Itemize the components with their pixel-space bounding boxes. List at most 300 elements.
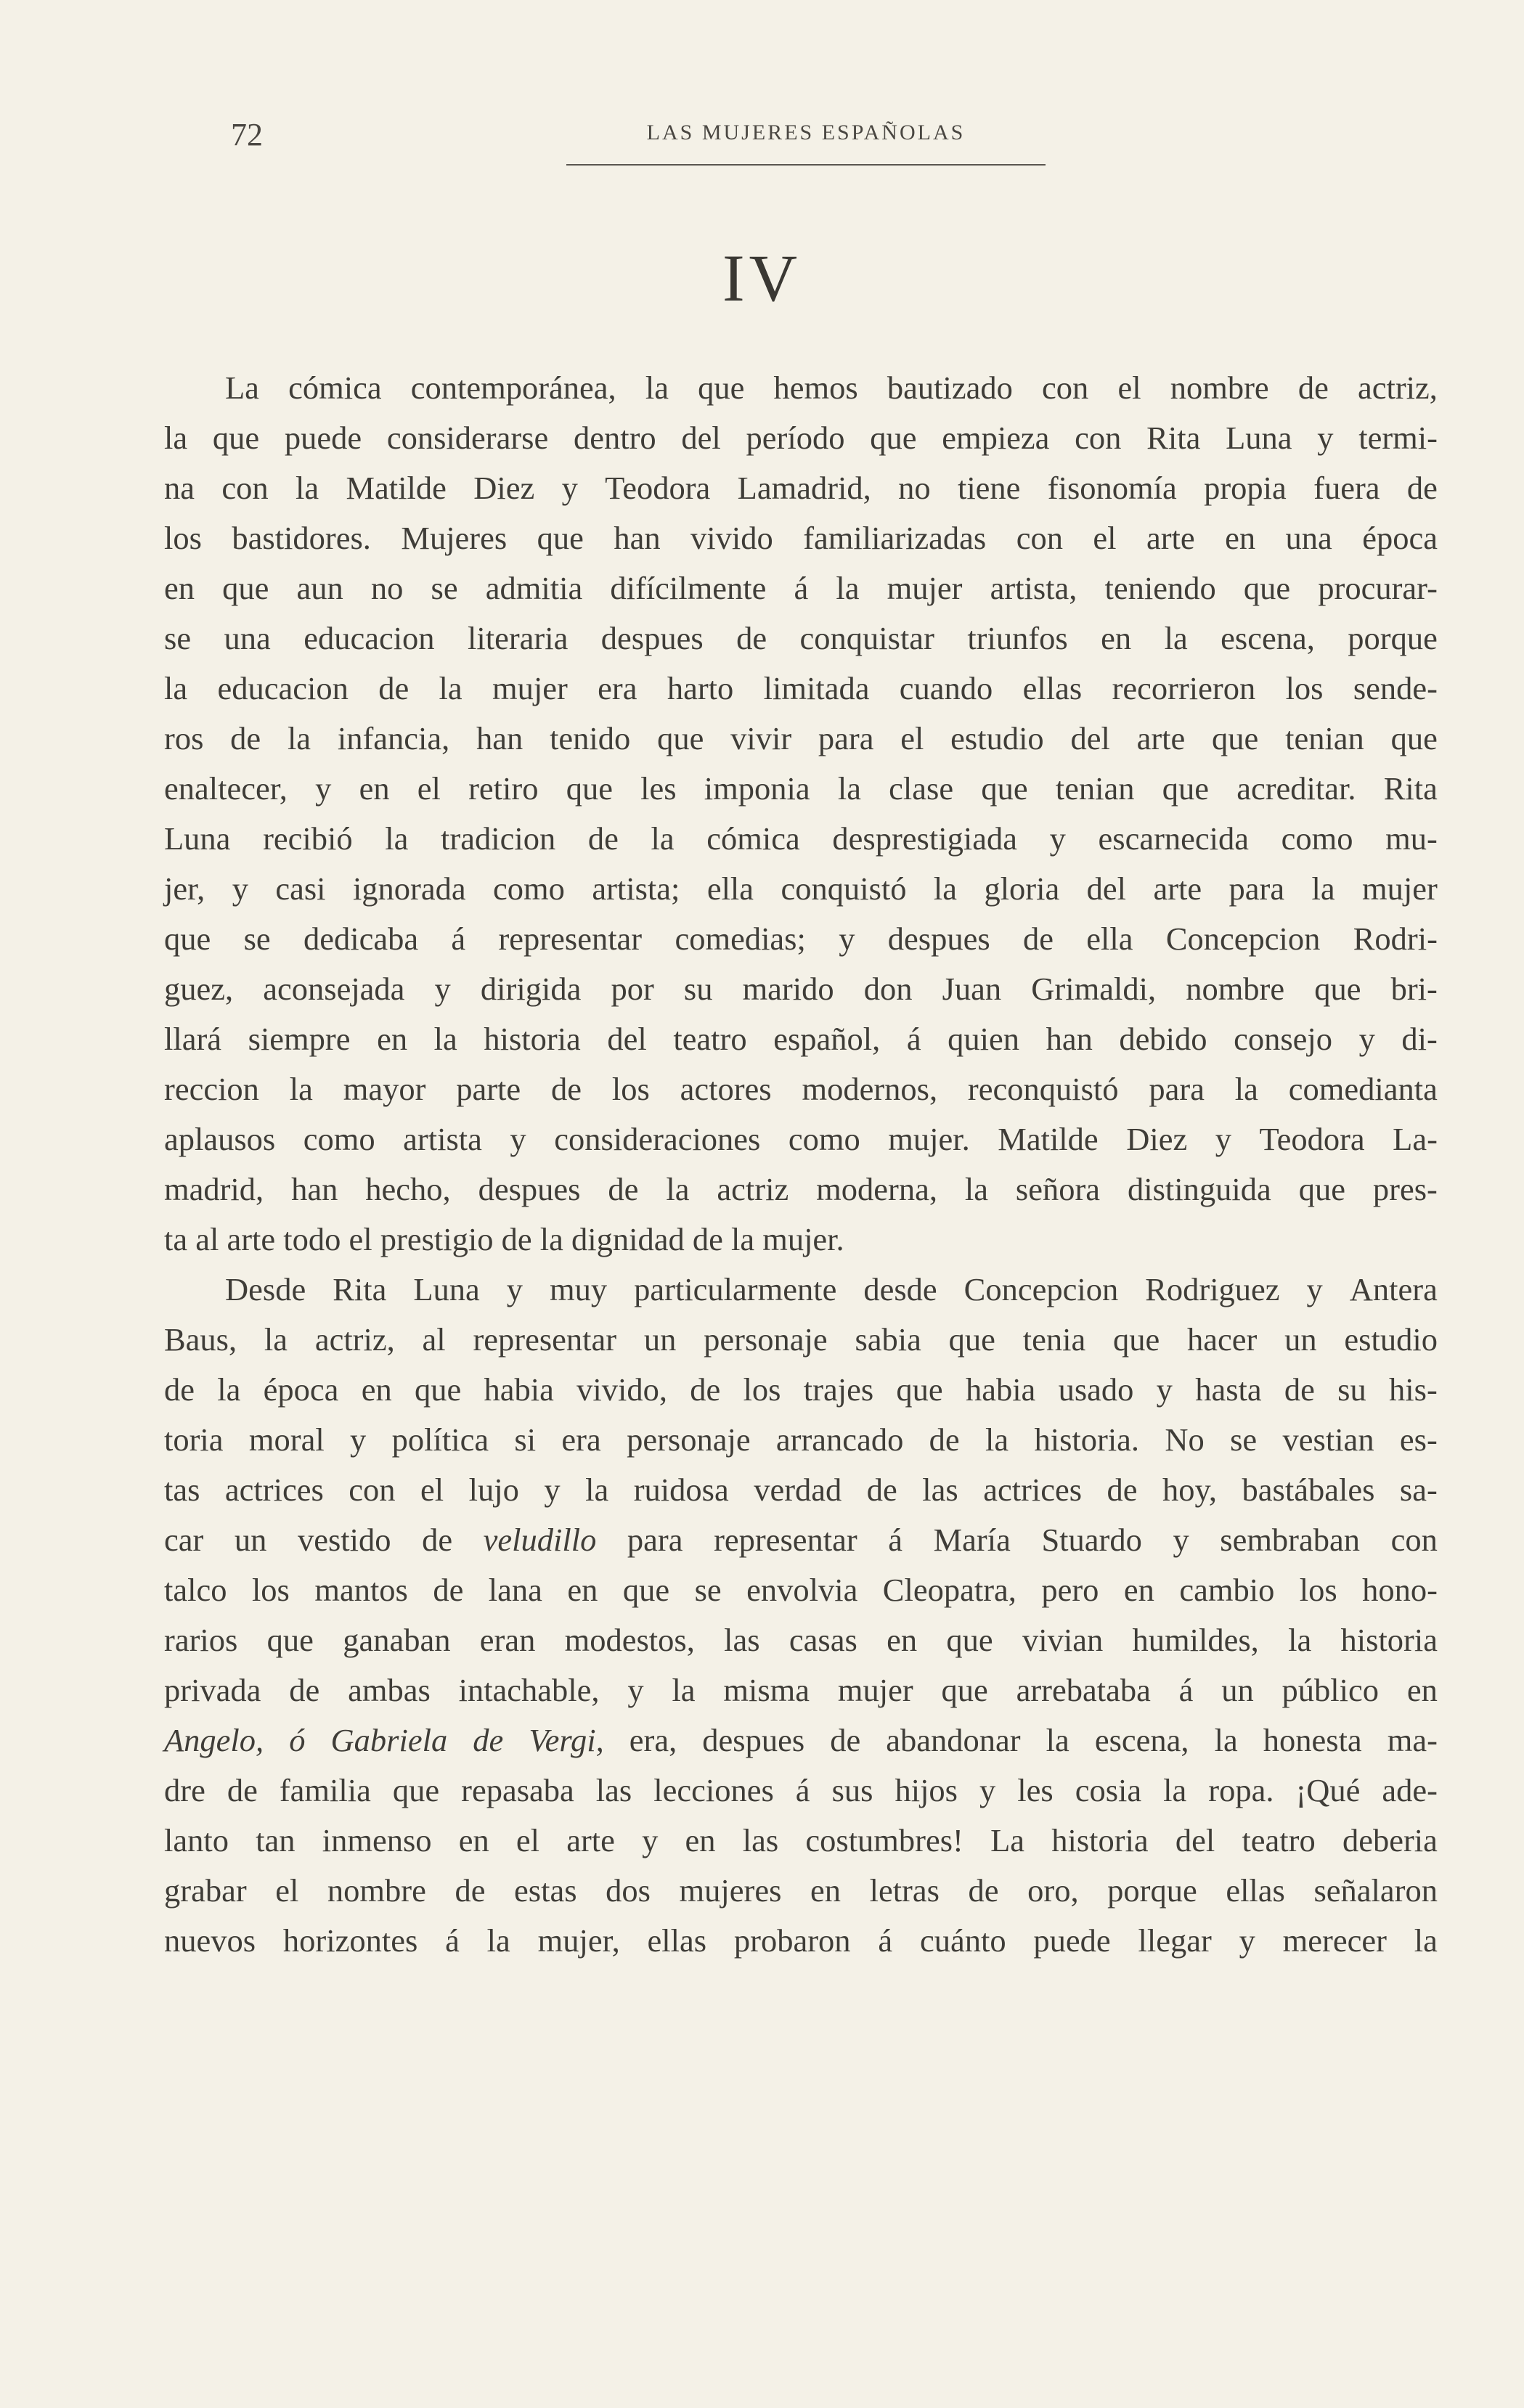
italic-word: Gabriela xyxy=(330,1722,448,1758)
word: de xyxy=(1107,1472,1138,1508)
text-line xyxy=(164,1164,1438,1215)
word: de xyxy=(1297,370,1329,406)
text-line xyxy=(164,1565,1438,1615)
word: de xyxy=(289,1672,320,1708)
word: á xyxy=(888,1522,903,1558)
word: nuevos xyxy=(164,1922,256,1959)
word: consideraciones xyxy=(554,1121,761,1157)
word: para xyxy=(1149,1071,1205,1107)
word: del xyxy=(607,1021,647,1057)
word: quien xyxy=(948,1021,1020,1057)
word: teatro xyxy=(673,1021,747,1057)
word: casas xyxy=(789,1622,857,1658)
word: representar xyxy=(473,1321,617,1358)
word: en xyxy=(1101,620,1132,656)
word: comedianta xyxy=(1288,1071,1438,1107)
word: ganaban xyxy=(343,1622,451,1658)
word: era xyxy=(561,1421,601,1458)
word: arte xyxy=(1153,870,1202,907)
word: Luna xyxy=(413,1271,480,1307)
word: artista, xyxy=(990,570,1077,606)
word: ellas xyxy=(647,1922,707,1959)
word: sembraban xyxy=(1220,1522,1361,1558)
word: de xyxy=(830,1722,861,1758)
word: escarnecida xyxy=(1098,820,1250,857)
word: el xyxy=(420,1472,444,1508)
word: época xyxy=(263,1371,339,1408)
word: dos xyxy=(606,1872,651,1909)
word: y xyxy=(979,1772,996,1808)
word: humildes, xyxy=(1132,1622,1259,1658)
word: Luna xyxy=(1226,420,1292,456)
word: hijos xyxy=(895,1772,958,1808)
word: vivir xyxy=(730,720,792,756)
word: nombre xyxy=(1170,370,1269,406)
word: bautizado xyxy=(887,370,1013,406)
word: pres- xyxy=(1372,1171,1438,1207)
word: á xyxy=(451,921,466,957)
word: toria xyxy=(164,1421,224,1458)
word: Matilde xyxy=(346,470,447,506)
word: dirigida xyxy=(480,971,582,1007)
word: teniendo xyxy=(1104,570,1216,606)
word: La- xyxy=(1393,1121,1438,1157)
word: que xyxy=(1112,1321,1160,1358)
word: señalaron xyxy=(1313,1872,1438,1909)
word: tiene xyxy=(957,470,1021,506)
word: y xyxy=(1317,420,1334,456)
word: privada xyxy=(164,1672,261,1708)
word: Diez xyxy=(1126,1121,1188,1157)
word: bastidores. xyxy=(232,520,371,556)
word: de xyxy=(1406,470,1438,506)
word: Mujeres xyxy=(401,520,508,556)
word: tas xyxy=(164,1472,200,1508)
word: han xyxy=(476,720,523,756)
word: lecciones xyxy=(653,1772,774,1808)
word: de xyxy=(1284,1371,1315,1408)
word: hemos xyxy=(773,370,858,406)
word: la xyxy=(264,1321,288,1358)
word: un xyxy=(1284,1321,1317,1358)
word: desde xyxy=(863,1271,937,1307)
word: hecho, xyxy=(365,1171,451,1207)
word: ros xyxy=(164,720,204,756)
word: mujer xyxy=(492,670,568,706)
word: los xyxy=(1285,670,1324,706)
word: un xyxy=(1221,1672,1254,1708)
word: las xyxy=(742,1822,779,1858)
word: la xyxy=(1311,870,1335,907)
word: mujer xyxy=(887,570,963,606)
word: empieza xyxy=(942,420,1050,456)
word: Concepcion xyxy=(963,1271,1119,1307)
word: á xyxy=(878,1922,893,1959)
word: sus xyxy=(831,1772,873,1808)
word: pero xyxy=(1041,1572,1099,1608)
word: que xyxy=(948,1321,995,1358)
word: en xyxy=(458,1822,489,1858)
word: en xyxy=(361,1371,392,1408)
word: y xyxy=(350,1421,367,1458)
word: que xyxy=(941,1672,988,1708)
word: el xyxy=(516,1822,540,1858)
word: tenian xyxy=(1055,770,1135,807)
word: marido xyxy=(742,971,834,1007)
word: la xyxy=(933,870,958,907)
word: que xyxy=(1314,971,1361,1007)
word: vivian xyxy=(1022,1622,1104,1658)
word: era xyxy=(598,670,637,706)
word: y xyxy=(561,470,578,506)
word: recibió xyxy=(263,820,353,857)
word: clase xyxy=(889,770,954,807)
word: historia. xyxy=(1034,1421,1140,1458)
text-line xyxy=(164,363,1438,413)
word: con xyxy=(221,470,269,506)
text-line xyxy=(164,463,1438,513)
word: arte xyxy=(1146,520,1195,556)
word: un xyxy=(234,1522,267,1558)
word: historia xyxy=(484,1021,581,1057)
word: con xyxy=(349,1472,396,1508)
word: que xyxy=(698,370,745,406)
word: Matilde xyxy=(998,1121,1099,1157)
word: verdad xyxy=(754,1472,842,1508)
word: del xyxy=(1175,1822,1215,1858)
word: los xyxy=(611,1071,650,1107)
word: período xyxy=(746,420,845,456)
word: la xyxy=(486,1922,510,1959)
word: actrices xyxy=(224,1472,324,1508)
word: con xyxy=(1016,520,1063,556)
word: Antera xyxy=(1349,1271,1438,1307)
word: procurar- xyxy=(1318,570,1438,606)
word: probaron xyxy=(733,1922,851,1959)
text-line xyxy=(164,914,1438,964)
word: á xyxy=(795,1772,810,1808)
word: los xyxy=(1299,1572,1337,1608)
word: mujer. xyxy=(888,1121,970,1157)
word: como xyxy=(1281,820,1353,857)
word: y xyxy=(642,1822,659,1858)
word: difícilmente xyxy=(610,570,767,606)
word: Rita xyxy=(1383,770,1438,807)
word: de xyxy=(690,1371,721,1408)
word: la xyxy=(1414,1922,1438,1959)
word: moderna, xyxy=(816,1171,937,1207)
word: dre xyxy=(164,1772,205,1808)
text-line xyxy=(164,964,1438,1014)
text-line xyxy=(164,1064,1438,1114)
word: del xyxy=(1070,720,1110,756)
header-rule xyxy=(566,164,1046,166)
word: la xyxy=(164,420,188,456)
word: habia xyxy=(965,1371,1036,1408)
word: la xyxy=(1046,1722,1069,1758)
word: que xyxy=(1212,720,1259,756)
word: sende- xyxy=(1353,670,1438,706)
word: actriz, xyxy=(314,1321,395,1358)
word: se xyxy=(1230,1421,1258,1458)
word: Rita xyxy=(1146,420,1201,456)
word: sabia xyxy=(855,1321,921,1358)
word: tan xyxy=(256,1822,296,1858)
word: la xyxy=(672,1672,696,1708)
word: Cleopatra, xyxy=(882,1572,1016,1608)
word: hoy, xyxy=(1162,1472,1218,1508)
word: llará xyxy=(164,1021,222,1057)
word: cómica xyxy=(288,370,382,406)
word: abandonar xyxy=(886,1722,1021,1758)
text-line xyxy=(164,1315,1438,1365)
word: honesta xyxy=(1263,1722,1362,1758)
text-line xyxy=(164,1265,1438,1315)
word: el xyxy=(1117,370,1141,406)
text-line xyxy=(164,714,1438,764)
word: al xyxy=(422,1321,446,1358)
word: Baus, xyxy=(164,1321,237,1358)
word: familia xyxy=(279,1772,371,1808)
word: la xyxy=(666,1171,690,1207)
word: historia xyxy=(1051,1822,1149,1858)
word: las xyxy=(922,1472,958,1508)
word: considerarse xyxy=(386,420,549,456)
text-line xyxy=(164,1515,1438,1565)
word: las xyxy=(724,1622,760,1658)
text-line xyxy=(164,1816,1438,1866)
word: en xyxy=(567,1572,598,1608)
word: han xyxy=(1046,1021,1093,1057)
word: despues xyxy=(702,1722,805,1758)
word: lana xyxy=(488,1572,542,1608)
word: desprestigiada xyxy=(832,820,1017,857)
word: limitada xyxy=(763,670,870,706)
word: la xyxy=(439,670,463,706)
word: la xyxy=(836,570,860,606)
word: y xyxy=(510,1121,526,1157)
word: les xyxy=(640,770,677,807)
word: intachable, xyxy=(458,1672,600,1708)
word: lujo xyxy=(468,1472,519,1508)
word: la xyxy=(164,670,188,706)
word: español, xyxy=(773,1021,881,1057)
text-line xyxy=(164,864,1438,914)
word: la xyxy=(585,1472,609,1508)
word: Rodri- xyxy=(1353,921,1438,957)
text-line-content: ta al arte todo el prestigio de la dignidad de la mujer. xyxy=(164,1221,844,1257)
word: consejo xyxy=(1234,1021,1333,1057)
word: un xyxy=(643,1321,677,1358)
word: imponia xyxy=(704,770,810,807)
word: su xyxy=(683,971,713,1007)
word: su xyxy=(1337,1371,1366,1408)
word: fisonomía xyxy=(1047,470,1177,506)
word: his- xyxy=(1389,1371,1438,1408)
word: de xyxy=(608,1171,639,1207)
word: rarios xyxy=(164,1622,238,1658)
word: de xyxy=(227,1772,258,1808)
word: habia xyxy=(484,1371,554,1408)
word: reccion xyxy=(164,1071,259,1107)
word: mujeres xyxy=(679,1872,782,1909)
word: nombre xyxy=(327,1872,426,1909)
word: del xyxy=(1086,870,1127,907)
word: la xyxy=(433,1021,457,1057)
word: la xyxy=(1288,1622,1312,1658)
word: artista; xyxy=(592,870,680,907)
word: que xyxy=(981,770,1028,807)
word: lanto xyxy=(164,1822,229,1858)
word: Lamadrid, xyxy=(737,470,871,506)
word: teatro xyxy=(1242,1822,1316,1858)
word: han xyxy=(614,520,661,556)
text-line xyxy=(164,814,1438,864)
word: el xyxy=(417,770,441,807)
word: ¡Qué xyxy=(1295,1772,1361,1808)
word: Teodora xyxy=(605,470,711,506)
word: cambio xyxy=(1179,1572,1275,1608)
word: que xyxy=(566,770,613,807)
word: el xyxy=(275,1872,299,1909)
word: No xyxy=(1165,1421,1205,1458)
word: estudio xyxy=(950,720,1044,756)
word: y xyxy=(1239,1922,1255,1959)
word: Desde xyxy=(225,1271,306,1307)
word: de xyxy=(422,1522,453,1558)
word: Concepcion xyxy=(1165,921,1321,957)
word: repasaba xyxy=(461,1772,574,1808)
word: arte xyxy=(1136,720,1186,756)
word: la xyxy=(1214,1722,1238,1758)
word: que xyxy=(870,420,917,456)
word: tenido xyxy=(550,720,631,756)
word: no xyxy=(370,570,404,606)
word: mayor xyxy=(343,1071,426,1107)
word: de xyxy=(164,1371,195,1408)
text-line xyxy=(164,1215,1438,1265)
word: ellas xyxy=(1022,670,1083,706)
word: cómica xyxy=(706,820,800,857)
word: la xyxy=(1234,1071,1258,1107)
word: de xyxy=(866,1472,897,1508)
word: cuando xyxy=(899,670,993,706)
word: despues xyxy=(887,921,990,957)
word: en xyxy=(1225,520,1256,556)
word: y xyxy=(1215,1121,1231,1157)
word: y xyxy=(627,1672,644,1708)
text-line xyxy=(164,513,1438,563)
word: personaje xyxy=(627,1421,751,1458)
text-line xyxy=(164,1916,1438,1966)
word: para xyxy=(1228,870,1285,907)
text-line xyxy=(164,563,1438,613)
word: la xyxy=(1163,1772,1187,1808)
word: mantos xyxy=(314,1572,408,1608)
word: literaria xyxy=(467,620,569,656)
word: Teodora xyxy=(1259,1121,1365,1157)
word: parte xyxy=(456,1071,521,1107)
word: conquistar xyxy=(799,620,934,656)
text-line xyxy=(164,664,1438,714)
word: puede xyxy=(284,420,362,456)
word: no xyxy=(898,470,931,506)
word: la xyxy=(1164,620,1188,656)
text-line xyxy=(164,1365,1438,1415)
word: como xyxy=(303,1121,375,1157)
word: tenia xyxy=(1022,1321,1086,1358)
word: acreditar. xyxy=(1236,770,1356,807)
text-line xyxy=(164,1766,1438,1816)
word: como xyxy=(493,870,565,907)
word: en xyxy=(377,1021,408,1057)
word: familiarizadas xyxy=(803,520,987,556)
word: en xyxy=(1406,1672,1438,1708)
word: á xyxy=(1178,1672,1194,1708)
word: Juan xyxy=(942,971,1002,1007)
word: en xyxy=(164,570,195,606)
word: grabar xyxy=(164,1872,247,1909)
word: ignorada xyxy=(352,870,466,907)
word: educacion xyxy=(303,620,435,656)
word: á xyxy=(445,1922,460,1959)
word: estas xyxy=(514,1872,577,1909)
italic-word: Angelo, xyxy=(164,1722,264,1758)
word: aconsejada xyxy=(263,971,405,1007)
word: época xyxy=(1362,520,1438,556)
word: siempre xyxy=(248,1021,351,1057)
word: del xyxy=(681,420,721,456)
word: personaje xyxy=(704,1321,828,1358)
word: don xyxy=(863,971,913,1007)
word: porque xyxy=(1107,1872,1197,1909)
word: aplausos xyxy=(164,1121,276,1157)
word: para xyxy=(627,1522,683,1558)
word: ropa. xyxy=(1208,1772,1274,1808)
word: arrebataba xyxy=(1016,1672,1151,1708)
text-line xyxy=(164,1615,1438,1665)
word: arrancado xyxy=(775,1421,904,1458)
word: á xyxy=(794,570,809,606)
word: y xyxy=(315,770,332,807)
word: car xyxy=(164,1522,204,1558)
text-line xyxy=(164,1665,1438,1715)
word: porque xyxy=(1348,620,1438,656)
word: con xyxy=(1075,420,1122,456)
text-line xyxy=(164,1415,1438,1465)
word: Stuardo xyxy=(1041,1522,1142,1558)
word: ade- xyxy=(1382,1772,1438,1808)
word: en xyxy=(685,1822,716,1858)
word: ambas xyxy=(348,1672,431,1708)
word: si xyxy=(514,1421,537,1458)
word: que xyxy=(622,1572,670,1608)
word: casi xyxy=(275,870,326,907)
word: la xyxy=(287,720,311,756)
word: la xyxy=(651,820,675,857)
word: la xyxy=(985,1421,1009,1458)
word: que xyxy=(414,1371,462,1408)
word: dentro xyxy=(574,420,656,456)
word: representar xyxy=(714,1522,857,1558)
word: los xyxy=(164,520,202,556)
italic-word: de xyxy=(473,1722,504,1758)
word: era, xyxy=(629,1722,677,1758)
word: eran xyxy=(479,1622,536,1658)
word: que xyxy=(1298,1171,1345,1207)
word: que xyxy=(896,1371,943,1408)
word: por xyxy=(611,971,654,1007)
